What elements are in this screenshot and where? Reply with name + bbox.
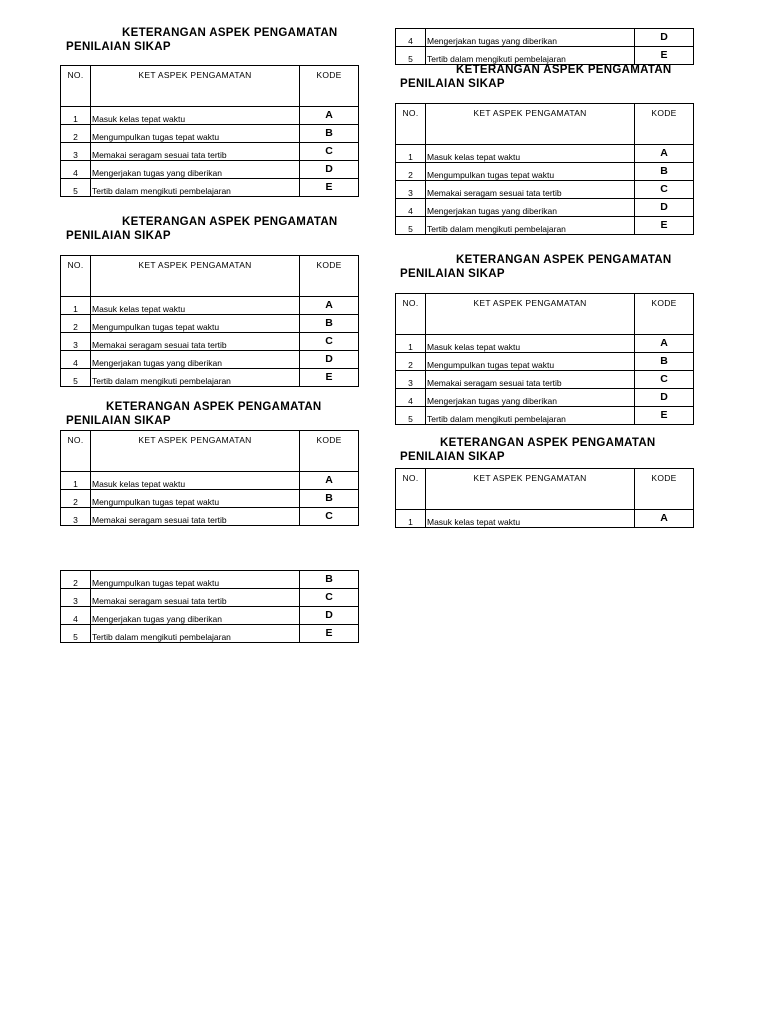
- aspect-table-continued: [395, 28, 694, 65]
- table-row: 2 Mengumpulkan tugas tepat waktu B: [61, 315, 359, 333]
- table-row: 4 Mengerjakan tugas yang diberikan D: [396, 199, 694, 217]
- table-header: NO. KET ASPEK PENGAMATAN KODE: [396, 294, 694, 335]
- aspect-table: [60, 65, 359, 197]
- table-row: 1 Masuk kelas tepat waktu A: [61, 107, 359, 125]
- table-row: 3 Memakai seragam sesuai tata tertib C: [396, 371, 694, 389]
- table-row: 2 Mengumpulkan tugas tepat waktu B: [61, 571, 359, 589]
- table-row: 2 Mengumpulkan tugas tepat waktu B: [396, 353, 694, 371]
- header-ket: KET ASPEK PENGAMATAN: [91, 66, 300, 107]
- table-row: 1 Masuk kelas tepat waktu A: [396, 510, 694, 528]
- table-header: NO. KET ASPEK PENGAMATAN KODE: [396, 104, 694, 145]
- table-row: 2 Mengumpulkan tugas tepat waktu B: [61, 490, 359, 508]
- aspect-table-continued: [60, 570, 359, 643]
- table-row: 5 Tertib dalam mengikuti pembelajaran E: [61, 625, 359, 643]
- section-title: KETERANGAN ASPEK PENGAMATAN PENILAIAN SIKAP: [400, 437, 656, 463]
- table-row: 3 Memakai seragam sesuai tata tertib C: [396, 181, 694, 199]
- table-row: 5 Tertib dalam mengikuti pembelajaran E: [61, 369, 359, 387]
- aspect-table: [395, 293, 694, 425]
- table-row: 1 Masuk kelas tepat waktu A: [61, 472, 359, 490]
- table-header: [61, 66, 359, 107]
- table-row: 2 Mengumpulkan tugas tepat waktu B: [61, 125, 359, 143]
- table-row: 1 Masuk kelas tepat waktu A: [396, 335, 694, 353]
- table-row: 1 Masuk kelas tepat waktu A: [396, 145, 694, 163]
- table-row: 5 Tertib dalam mengikuti pembelajaran E: [396, 217, 694, 235]
- aspect-table: [60, 255, 359, 387]
- table-row: 1 Masuk kelas tepat waktu A: [61, 297, 359, 315]
- section-title: KETERANGAN ASPEK PENGAMATAN PENILAIAN SIKAP: [66, 27, 338, 53]
- table-row: 4 Mengerjakan tugas yang diberikan D: [61, 351, 359, 369]
- table-row: 3 Memakai seragam sesuai tata tertib C: [61, 333, 359, 351]
- table-header: NO. KET ASPEK PENGAMATAN KODE: [396, 469, 694, 510]
- table-row: 4 Mengerjakan tugas yang diberikan D: [61, 161, 359, 179]
- table-row: 3 Memakai seragam sesuai tata tertib C: [61, 508, 359, 526]
- table-header: NO. KET ASPEK PENGAMATAN KODE: [61, 256, 359, 297]
- header-kode: KODE: [300, 66, 359, 107]
- table-row: 4 Mengerjakan tugas yang diberikan D: [396, 29, 694, 47]
- aspect-table: [395, 103, 694, 235]
- aspect-table: [60, 430, 359, 526]
- table-row: 3 Memakai seragam sesuai tata tertib C: [61, 589, 359, 607]
- section-title: KETERANGAN ASPEK PENGAMATAN PENILAIAN SIKAP: [66, 216, 338, 242]
- table-header: NO. KET ASPEK PENGAMATAN KODE: [61, 431, 359, 472]
- section-title: KETERANGAN ASPEK PENGAMATAN PENILAIAN SIKAP: [66, 401, 322, 427]
- table-row: 4 Mengerjakan tugas yang diberikan D: [61, 607, 359, 625]
- table-row: 5 Tertib dalam mengikuti pembelajaran E: [61, 179, 359, 197]
- section-title: KETERANGAN ASPEK PENGAMATAN PENILAIAN SIKAP: [400, 64, 672, 90]
- table-row: 5 Tertib dalam mengikuti pembelajaran E: [396, 47, 694, 65]
- aspect-table: [395, 468, 694, 528]
- table-row: 4 Mengerjakan tugas yang diberikan D: [396, 389, 694, 407]
- table-row: 3 Memakai seragam sesuai tata tertib C: [61, 143, 359, 161]
- table-row: 2 Mengumpulkan tugas tepat waktu B: [396, 163, 694, 181]
- section-title: KETERANGAN ASPEK PENGAMATAN PENILAIAN SIKAP: [400, 254, 672, 280]
- table-row: 5 Tertib dalam mengikuti pembelajaran E: [396, 407, 694, 425]
- header-no: NO.: [61, 66, 91, 107]
